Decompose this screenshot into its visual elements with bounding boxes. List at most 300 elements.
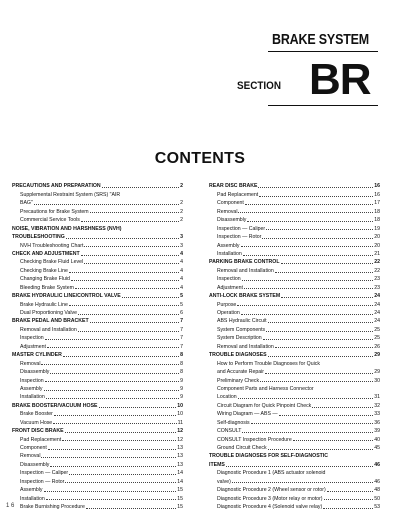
toc-entry[interactable] [12, 358, 183, 366]
toc-leader-dots [263, 339, 374, 340]
toc-page-number: 5 [180, 301, 183, 308]
toc-leader-dots [245, 204, 373, 205]
top-rule [268, 51, 378, 52]
toc-leader-dots [275, 347, 373, 348]
toc-entry-label: Removal and Installation [217, 267, 274, 274]
toc-entry-label: Assembly [20, 385, 43, 392]
toc-entry[interactable] [209, 409, 380, 417]
toc-leader-dots [327, 491, 374, 492]
toc-leader-dots [63, 356, 179, 357]
toc-page-number: 2 [180, 200, 183, 207]
toc-entry-label: Diagnostic Procedure 2 (Wheel sensor or rotor) [217, 487, 326, 494]
toc-page-number: 7 [180, 318, 183, 325]
toc-page-number: 32 [374, 402, 380, 409]
toc-entry-label: CONSULT Inspection Procedure [217, 436, 292, 443]
toc-entry[interactable] [12, 240, 183, 248]
toc-entry-label: Brake Hydraulic Line [20, 301, 68, 308]
toc-entry-label: CHECK AND ADJUSTMENT [12, 250, 80, 257]
toc-page-number: 16 [374, 183, 380, 190]
toc-page-number: 24 [374, 301, 380, 308]
toc-section-entry[interactable] [12, 232, 183, 240]
toc-leader-dots [53, 423, 176, 424]
toc-entry-label: Purpose [217, 301, 237, 308]
toc-page-number: 50 [374, 495, 380, 502]
toc-section-entry[interactable] [209, 181, 380, 189]
toc-leader-dots [251, 423, 374, 424]
toc-entry-label: Diagnostic Procedure 1 (ABS actuator solenoid [217, 470, 326, 477]
toc-entry[interactable] [209, 299, 380, 307]
toc-entry-label: Checking Brake Fluid Level [20, 259, 84, 266]
page-title: BRAKE SYSTEM [272, 32, 370, 48]
toc-leader-dots [86, 508, 176, 509]
toc-leader-dots [78, 314, 179, 315]
toc-entry[interactable] [12, 282, 183, 290]
toc-leader-dots [275, 272, 373, 273]
toc-leader-dots [45, 381, 179, 382]
toc-entry[interactable] [209, 324, 380, 332]
toc-page-number: 2 [180, 217, 183, 224]
toc-entry[interactable] [209, 476, 380, 484]
toc-page-number: 46 [374, 461, 380, 468]
toc-entry[interactable] [12, 502, 183, 510]
toc-leader-dots [69, 272, 179, 273]
toc-entry[interactable] [209, 493, 380, 501]
toc-leader-dots [81, 221, 179, 222]
toc-page-number: 5 [180, 293, 183, 300]
toc-entry[interactable] [12, 265, 183, 273]
toc-page-number: 15 [177, 495, 183, 502]
toc-page-number: 10 [177, 402, 183, 409]
toc-entry[interactable] [209, 434, 380, 442]
toc-entry-label: ANTI-LOCK BRAKE SYSTEM [209, 293, 281, 300]
toc-section-entry[interactable] [12, 426, 183, 434]
toc-page-number: 20 [374, 234, 380, 241]
toc-leader-dots [44, 390, 180, 391]
toc-section-entry[interactable] [12, 223, 183, 231]
toc-leader-dots [69, 474, 176, 475]
toc-page-number: 2 [180, 208, 183, 215]
toc-entry[interactable] [12, 434, 183, 442]
toc-page-number: 4 [180, 276, 183, 283]
toc-leader-dots [232, 482, 373, 483]
toc-entry-label: PRECAUTIONS AND PREPARATION [12, 183, 101, 190]
toc-leader-dots [66, 238, 179, 239]
toc-entry-label: ABS Hydraulic Circuit [217, 318, 267, 325]
toc-page-number: 18 [374, 208, 380, 215]
toc-page-number: 4 [180, 250, 183, 257]
toc-entry[interactable] [209, 274, 380, 282]
toc-page-number: 16 [374, 191, 380, 198]
toc-leader-dots [262, 238, 373, 239]
toc-leader-dots [241, 246, 374, 247]
toc-right-column [209, 181, 380, 510]
toc-section-entry[interactable] [209, 451, 380, 459]
toc-entry-label: Component [217, 200, 244, 207]
toc-section-entry[interactable] [12, 181, 183, 189]
toc-entry-label: Changing Brake Fluid [20, 276, 70, 283]
toc-entry[interactable] [12, 451, 183, 459]
toc-entry-label: Removal [217, 208, 238, 215]
toc-entry-label: and Accurate Repair [217, 369, 265, 376]
toc-leader-dots [54, 415, 176, 416]
toc-entry-label: Installation [20, 495, 45, 502]
toc-page-number: 9 [180, 385, 183, 392]
toc-page-number: 21 [374, 250, 380, 257]
toc-entry-label: Assembly [217, 242, 240, 249]
toc-page-number: 40 [374, 436, 380, 443]
toc-entry-label: Brake Burnishing Procedure [20, 504, 85, 511]
toc-entry-label: FRONT DISC BRAKE [12, 428, 64, 435]
toc-entry-label: Vacuum Hose [20, 419, 53, 426]
toc-page-number: 25 [374, 326, 380, 333]
toc-entry[interactable] [12, 341, 183, 349]
toc-page-number: 13 [177, 453, 183, 460]
toc-leader-dots [90, 322, 179, 323]
toc-page-number: 10 [177, 411, 183, 418]
toc-page-number: 20 [374, 242, 380, 249]
toc-page-number: 45 [374, 445, 380, 451]
toc-page-number: 3 [180, 242, 183, 249]
toc-page-number: 18 [374, 217, 380, 224]
toc-page-number: 24 [374, 318, 380, 325]
toc-page-number: 22 [374, 259, 380, 266]
toc-section-entry[interactable] [209, 459, 380, 467]
toc-entry[interactable] [209, 232, 380, 240]
toc-leader-dots [266, 331, 373, 332]
toc-entry-label: Inspection — Rotor [217, 234, 262, 241]
toc-entry-label: NOISE, VIBRATION AND HARSHNESS (NVH) [12, 225, 122, 232]
toc-entry-label: Disassembly [20, 369, 50, 376]
toc-page-number: 2 [180, 183, 183, 190]
toc-leader-dots [45, 339, 179, 340]
toc-leader-dots [65, 432, 177, 433]
toc-entry-label: Installation [20, 394, 45, 401]
toc-entry[interactable] [209, 308, 380, 316]
toc-page-number: 23 [374, 284, 380, 291]
toc-entry[interactable] [209, 468, 380, 476]
toc-entry-label: BRAKE HYDRAULIC LINE/CONTROL VALVE [12, 293, 121, 300]
toc-entry-label: Component [20, 445, 47, 451]
toc-left-column [12, 181, 183, 510]
toc-entry[interactable] [209, 417, 380, 425]
toc-leader-dots [78, 331, 179, 332]
toc-leader-dots [81, 255, 179, 256]
toc-leader-dots [62, 440, 176, 441]
toc-entry-label: Pad Replacement [20, 436, 62, 443]
toc-leader-dots [260, 381, 373, 382]
toc-page-number: 4 [180, 284, 183, 291]
toc-entry[interactable] [12, 409, 183, 417]
toc-leader-dots [50, 373, 179, 374]
toc-entry[interactable] [12, 468, 183, 476]
toc-leader-dots [41, 457, 176, 458]
toc-section-entry[interactable] [12, 316, 183, 324]
toc-entry-label: Inspection [20, 377, 44, 384]
toc-entry[interactable] [12, 417, 183, 425]
toc-entry[interactable] [209, 443, 380, 451]
toc-entry[interactable] [209, 240, 380, 248]
toc-page-number: 15 [177, 487, 183, 494]
toc-page-number: 29 [374, 369, 380, 376]
toc-leader-dots [312, 407, 373, 408]
toc-entry-label: Diagnostic Procedure 4 (Solenoid valve relay) [217, 504, 323, 511]
toc-entry[interactable] [12, 198, 183, 206]
toc-entry[interactable] [12, 189, 183, 197]
toc-leader-dots [48, 449, 176, 450]
toc-leader-dots [84, 246, 179, 247]
toc-entry-label: CONSULT [217, 428, 242, 435]
toc-entry-label: PARKING BRAKE CONTROL [209, 259, 280, 266]
toc-entry[interactable] [209, 265, 380, 273]
toc-page-number: 9 [180, 377, 183, 384]
toc-leader-dots [266, 229, 373, 230]
toc-entry-label: Adjustment [217, 284, 243, 291]
toc-entry[interactable] [209, 189, 380, 197]
toc-entry[interactable] [209, 367, 380, 375]
toc-entry-label: Brake Booster [20, 411, 53, 418]
toc-leader-dots [226, 466, 373, 467]
toc-entry-label: TROUBLE DIAGNOSES FOR SELF-DIAGNOSTIC [209, 453, 329, 460]
toc-entry[interactable] [209, 400, 380, 408]
toc-entry-label: Checking Brake Line [20, 267, 68, 274]
toc-entry-label: TROUBLESHOOTING [12, 234, 65, 241]
toc-leader-dots [279, 415, 374, 416]
toc-leader-dots [99, 407, 177, 408]
toc-leader-dots [268, 322, 374, 323]
toc-leader-dots [259, 196, 373, 197]
toc-entry-label: Removal [20, 360, 41, 367]
toc-entry-label: Removal and Installation [20, 326, 77, 333]
toc-entry[interactable] [12, 443, 183, 451]
toc-entry-label: Diagnostic Procedure 3 (Motor relay or motor) [217, 495, 323, 502]
toc-page-number: 7 [180, 326, 183, 333]
toc-page-number: 17 [374, 200, 380, 207]
toc-leader-dots [265, 373, 373, 374]
toc-page-number: 14 [177, 470, 183, 477]
toc-page-number: 6 [180, 310, 183, 316]
toc-entry[interactable] [209, 392, 380, 400]
toc-page-number: 24 [374, 293, 380, 300]
toc-entry[interactable] [209, 358, 380, 366]
toc-leader-dots [46, 499, 176, 500]
toc-entry-label: Preliminary Check [217, 377, 260, 384]
toc-entry[interactable] [209, 282, 380, 290]
toc-entry-label: Adjustment [20, 343, 46, 350]
toc-entry[interactable] [209, 333, 380, 341]
toc-page-number: 36 [374, 419, 380, 426]
toc-page-number: 7 [180, 335, 183, 342]
toc-entry[interactable] [12, 215, 183, 223]
toc-page-number: 22 [374, 267, 380, 274]
toc-entry-label: Installation [217, 250, 242, 257]
toc-leader-dots [247, 221, 373, 222]
toc-entry[interactable] [12, 392, 183, 400]
toc-page-number: 4 [180, 267, 183, 274]
toc-section-entry[interactable] [209, 291, 380, 299]
toc-page-number: 23 [374, 276, 380, 283]
toc-entry[interactable] [209, 215, 380, 223]
toc-entry-label: Operation [217, 310, 240, 316]
toc-section-entry[interactable] [12, 249, 183, 257]
toc-section-entry[interactable] [209, 350, 380, 358]
toc-page-number: 11 [177, 419, 183, 426]
toc-page-number: 13 [177, 445, 183, 451]
toc-entry[interactable] [209, 384, 380, 392]
toc-leader-dots [268, 356, 374, 357]
toc-page-number: 8 [180, 352, 183, 359]
toc-entry-label: Inspection [217, 276, 241, 283]
toc-entry[interactable] [209, 502, 380, 510]
toc-page-number: 33 [374, 411, 380, 418]
toc-page-number: 15 [177, 504, 183, 511]
toc-entry-label: Disassembly [20, 461, 50, 468]
toc-page-number: 25 [374, 335, 380, 342]
toc-entry-label: Circuit Diagram for Quick Pinpoint Check [217, 402, 312, 409]
toc-entry[interactable] [209, 206, 380, 214]
toc-leader-dots [268, 449, 374, 450]
toc-entry[interactable] [209, 375, 380, 383]
toc-leader-dots [258, 187, 373, 188]
toc-page-number: 13 [177, 461, 183, 468]
toc-entry-label: TROUBLE DIAGNOSES [209, 352, 267, 359]
toc-entry[interactable] [12, 299, 183, 307]
toc-entry-label: Supplemental Restraint System (SRS) "AIR [20, 191, 121, 198]
toc-entry-label: Inspection — Caliper [20, 470, 69, 477]
toc-page-number: 4 [180, 259, 183, 266]
toc-page-number: 14 [177, 478, 183, 485]
contents-heading: CONTENTS [154, 150, 246, 167]
toc-entry[interactable] [12, 493, 183, 501]
toc-leader-dots [65, 482, 176, 483]
toc-entry-label: Precautions for Brake System [20, 208, 89, 215]
toc-section-entry[interactable] [12, 291, 183, 299]
toc-entry[interactable] [12, 206, 183, 214]
toc-leader-dots [102, 187, 179, 188]
toc-page-number: 30 [374, 377, 380, 384]
toc-entry[interactable] [12, 384, 183, 392]
bottom-rule [268, 105, 378, 106]
toc-entry-label: Commercial Service Tools [20, 217, 80, 224]
toc-entry[interactable] [209, 485, 380, 493]
toc-entry-label: BAG" [20, 200, 33, 207]
toc-entry-label: Disassembly [217, 217, 247, 224]
toc-entry-label: Dual Proportioning Valve [20, 310, 77, 316]
toc-page-number: 8 [180, 369, 183, 376]
toc-entry[interactable] [209, 341, 380, 349]
toc-entry[interactable] [12, 375, 183, 383]
toc-entry-label: valve) [217, 478, 231, 485]
toc-leader-dots [122, 297, 179, 298]
toc-entry[interactable] [12, 367, 183, 375]
toc-entry[interactable] [209, 223, 380, 231]
toc-leader-dots [71, 280, 179, 281]
toc-entry-label: BRAKE BOOSTER/VACUUM HOSE [12, 402, 98, 409]
toc-section-entry[interactable] [12, 400, 183, 408]
toc-page-number: 24 [374, 310, 380, 316]
toc-entry[interactable] [12, 274, 183, 282]
toc-entry-label: Self-diagnosis [217, 419, 250, 426]
toc-leader-dots [324, 499, 374, 500]
toc-entry[interactable] [12, 476, 183, 484]
toc-leader-dots [244, 288, 373, 289]
toc-leader-dots [84, 263, 179, 264]
toc-entry-label: Location [217, 394, 237, 401]
toc-entry-label: Ground Circuit Check [217, 445, 267, 451]
section-code: BR [309, 55, 371, 104]
toc-page-number: 26 [374, 343, 380, 350]
toc-page-number: 29 [374, 352, 380, 359]
toc-entry[interactable] [12, 257, 183, 265]
toc-leader-dots [237, 305, 373, 306]
toc-entry-label: Assembly [20, 487, 43, 494]
toc-entry-label: REAR DISC BRAKE [209, 183, 258, 190]
toc-entry-label: Component Parts and Harness Connector [217, 385, 314, 392]
toc-leader-dots [90, 212, 179, 213]
toc-section-entry[interactable] [209, 257, 380, 265]
toc-entry[interactable] [209, 426, 380, 434]
toc-entry[interactable] [209, 249, 380, 257]
toc-entry[interactable] [209, 198, 380, 206]
toc-leader-dots [242, 280, 374, 281]
toc-page-number: 48 [374, 487, 380, 494]
toc-section-entry[interactable] [12, 350, 183, 358]
toc-entry-label: NVH Troubleshooting Chart [20, 242, 84, 249]
toc-entry[interactable] [12, 308, 183, 316]
toc-entry-label: Removal [20, 453, 41, 460]
toc-leader-dots [242, 432, 373, 433]
toc-page-number: 7 [180, 343, 183, 350]
toc-leader-dots [281, 297, 373, 298]
toc-page-number: 39 [374, 428, 380, 435]
toc-page-number: 12 [177, 436, 183, 443]
toc-entry-label: MASTER CYLINDER [12, 352, 62, 359]
toc-entry-label: System Description [217, 335, 262, 342]
page-footer: 1 6 [6, 503, 15, 509]
toc-leader-dots [69, 305, 179, 306]
toc-leader-dots [50, 466, 176, 467]
toc-leader-dots [75, 288, 179, 289]
toc-leader-dots [238, 398, 374, 399]
toc-leader-dots [46, 398, 179, 399]
toc-entry-label: System Components [217, 326, 266, 333]
toc-entry-label: Inspection [20, 335, 44, 342]
toc-page-number: 3 [180, 234, 183, 241]
toc-page-number: 19 [374, 225, 380, 232]
toc-entry[interactable] [209, 316, 380, 324]
toc-leader-dots [323, 508, 373, 509]
toc-page-number: 46 [374, 478, 380, 485]
toc-leader-dots [241, 314, 373, 315]
toc-entry[interactable] [12, 333, 183, 341]
toc-page-number: 12 [177, 428, 183, 435]
toc-entry-label: ITEMS [209, 461, 225, 468]
toc-entry-label: Bleeding Brake System [20, 284, 74, 291]
toc-entry-label: How to Perform Trouble Diagnoses for Quick [217, 360, 320, 367]
toc-page-number: 8 [180, 360, 183, 367]
toc-entry[interactable] [12, 324, 183, 332]
section-word: SECTION [237, 80, 282, 92]
toc-entry-label: Pad Replacement [217, 191, 259, 198]
toc-page-number: 9 [180, 394, 183, 401]
toc-leader-dots [47, 347, 179, 348]
toc-entry[interactable] [12, 485, 183, 493]
toc-entry-label: BRAKE PEDAL AND BRACKET [12, 318, 89, 325]
toc-page-number: 31 [374, 394, 380, 401]
toc-entry-label: Removal and Installation [217, 343, 274, 350]
toc-entry[interactable] [12, 459, 183, 467]
toc-leader-dots [238, 212, 373, 213]
toc-leader-dots [41, 364, 179, 365]
